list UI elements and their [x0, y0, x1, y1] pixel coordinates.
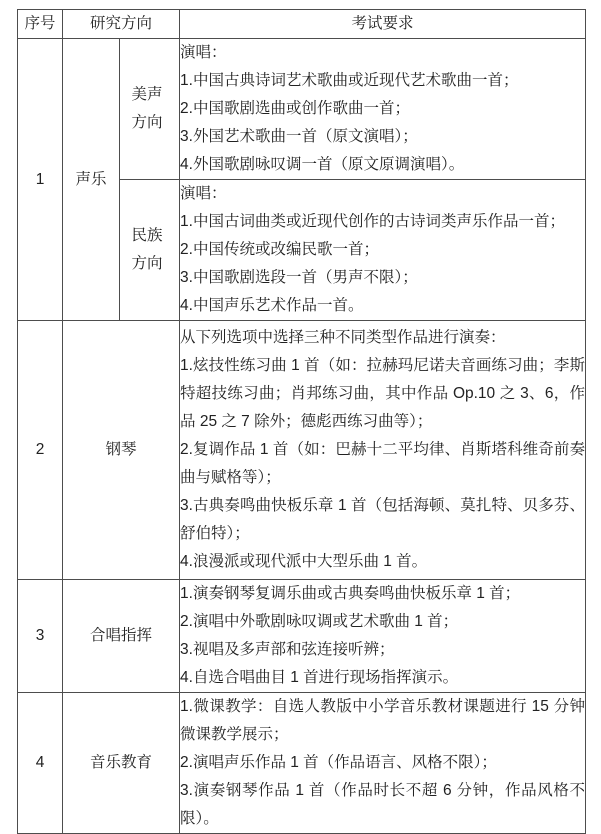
- requirement-line: 4.自选合唱曲目 1 首进行现场指挥演示。: [180, 669, 459, 686]
- requirement-line: 3.外国艺术歌曲一首（原文演唱）；: [180, 128, 418, 145]
- table-header-row: [18, 10, 586, 39]
- requirement-line: 2.演唱声乐作品 1 首（作品语言、风格不限）；: [180, 754, 497, 771]
- table-row-choral-conducting: [18, 580, 586, 693]
- exam-requirements-table: [17, 9, 586, 834]
- requirement-line: 2.中国歌剧选曲或创作歌曲一首；: [180, 100, 410, 117]
- row1-subdirection-belcanto-cell: [120, 39, 180, 180]
- requirement-line: 演唱：: [180, 185, 227, 202]
- row4-direction-cell: 音乐教育: [63, 693, 180, 834]
- requirement-line: 4.外国歌剧咏叹调一首（原文原调演唱）。: [180, 156, 465, 173]
- table-row-piano: [18, 321, 586, 580]
- requirement-line: 1.中国古典诗词艺术歌曲或近现代艺术歌曲一首；: [180, 72, 519, 89]
- row4-requirements-cell: [180, 693, 586, 834]
- requirement-line: 3.视唱及多声部和弦连接听辨；: [180, 641, 395, 658]
- header-no: 序号: [18, 10, 63, 39]
- row1-subdirection-folk-cell: [120, 180, 180, 321]
- requirement-line: 1.微课教学：自选人教版中小学音乐教材课题进行 15 分钟微课教学展示；: [180, 698, 586, 743]
- requirement-line: 3.古典奏鸣曲快板乐章 1 首（包括海顿、莫扎特、贝多芬、舒伯特）；: [180, 497, 586, 542]
- requirement-line: 1.演奏钢琴复调乐曲或古典奏鸣曲快板乐章 1 首；: [180, 585, 521, 602]
- row2-no-cell: 2: [18, 321, 63, 580]
- requirement-line: 4.浪漫派或现代派中大型乐曲 1 首。: [180, 553, 428, 570]
- requirement-line: 2.中国传统或改编民歌一首；: [180, 241, 379, 258]
- row3-no-cell: 3: [18, 580, 63, 693]
- header-requirements: 考试要求: [180, 10, 586, 39]
- table-row-vocal-belcanto: [18, 39, 586, 180]
- row4-no-cell: 4: [18, 693, 63, 834]
- row1-direction-cell: 声乐: [63, 39, 120, 321]
- requirement-line: 3.中国歌剧选段一首（男声不限）；: [180, 269, 418, 286]
- requirement-line: 演唱：: [180, 44, 227, 61]
- requirement-line: 4.中国声乐艺术作品一首。: [180, 297, 364, 314]
- row1-no-cell: 1: [18, 39, 63, 321]
- subdirection-label: 美声方向: [131, 86, 163, 131]
- document-page: [17, 9, 586, 834]
- requirement-line: 1.中国古词曲类或近现代创作的古诗词类声乐作品一首；: [180, 213, 565, 230]
- row1-belcanto-requirements-cell: [180, 39, 586, 180]
- subdirection-label: 民族方向: [131, 227, 163, 272]
- row3-direction-cell: 合唱指挥: [63, 580, 180, 693]
- row1-folk-requirements-cell: [180, 180, 586, 321]
- table-row-music-education: [18, 693, 586, 834]
- requirement-line: 1.炫技性练习曲 1 首（如：拉赫玛尼诺夫音画练习曲；李斯特超技练习曲；肖邦练习曲，其中作品 Op.10 之 3、6，作品 25 之 7 除外；德彪西练习曲等）；: [180, 357, 586, 430]
- requirement-line: 从下列选项中选择三种不同类型作品进行演奏：: [180, 329, 506, 346]
- row3-requirements-cell: [180, 580, 586, 693]
- row2-requirements-cell: [180, 321, 586, 580]
- header-direction: 研究方向: [63, 10, 180, 39]
- requirement-line: 2.演唱中外歌剧咏叹调或艺术歌曲 1 首；: [180, 613, 459, 630]
- requirement-line: 2.复调作品 1 首（如：巴赫十二平均律、肖斯塔科维奇前奏曲与赋格等）；: [180, 441, 586, 486]
- row2-direction-cell: 钢琴: [63, 321, 180, 580]
- requirement-line: 3.演奏钢琴作品 1 首（作品时长不超 6 分钟，作品风格不限）。: [180, 782, 586, 827]
